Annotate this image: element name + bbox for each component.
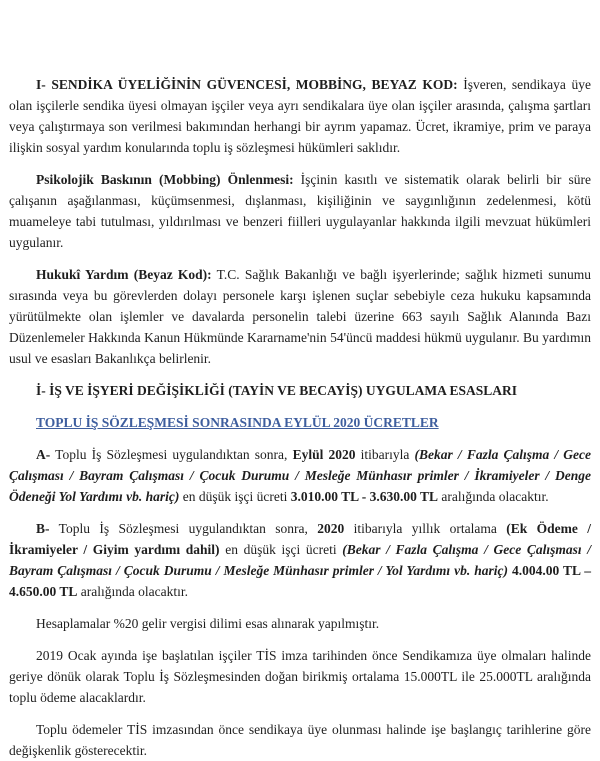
paragraph-a-wages — [9, 444, 591, 507]
paragraph-beyaz-kod — [9, 264, 591, 369]
paragraph-collective-payments: Toplu ödemeler TİS imzasından önce sendikaya üye olunması halinde işe başlangıç tarihlerine göre değişkenlik gösterecektir. — [9, 722, 591, 758]
paragraph-union-membership-body: İşveren, sendikaya üye olan işçilerle sendika üyesi olmayan işçiler veya ayrı sendikalara üye olan işçiler arasında, çalışma şartları veya çalıştırmaya son verilmesi bakımından herhangi bir ayrım yapamaz. Ücret, ikramiye, prim ve paraya ilişkin sosyal yardım konularında toplu iş sözleşmesi hükümleri saklıdır. — [9, 77, 591, 155]
paragraph-union-membership — [9, 74, 591, 158]
paragraph-b-text-5: aralığında olacaktır. — [77, 584, 188, 599]
paragraph-a-exclusions: (Bekar / Fazla Çalışma / Gece Çalışması / Bayram Çalışması / Çocuk Durumu / Mesleğe Münhasır primler / İkramiyeler / Denge Ödeneği Yol Yardımı vb. hariç) — [9, 447, 592, 504]
eylul-2020-ucretler-link[interactable]: TOPLU İŞ SÖZLEŞMESİ SONRASINDA EYLÜL 2020 ÜCRETLER — [36, 415, 439, 430]
paragraph-mobbing-body: İşçinin kasıtlı ve sistematik olarak belirli bir süre çalışanın aşağılanması, küçümsenmesi, dışlanması, kişiliğinin ve saygınlığının zedelenmesi, kötü muameleye tabi tutulması, yıldırılması ve benzeri fiilleri uygulayanlar hakkında ilgili mevzuat hükümleri uygulanır. — [9, 172, 591, 250]
paragraph-b-text-3: en düşük işçi ücreti — [219, 542, 343, 557]
paragraph-2019-backpay: 2019 Ocak ayında işe başlatılan işçiler TİS imza tarihinden önce Sendikamıza üye olmaları halinde geriye dönük olarak Toplu İş Sözleşmesinden doğan birikmiş ortalama 15.000TL ile 25.000TL aralığında toplu ödeme alacaklardır. — [9, 648, 591, 705]
paragraph-b-inclusions: (Ek Ödeme / İkramiyeler / Giyim yardımı dahil) — [9, 521, 592, 557]
paragraph-b-label: B- — [36, 521, 50, 536]
paragraph-mobbing-lead: Psikolojik Baskının (Mobbing) Önlenmesi: — [36, 172, 294, 187]
paragraph-a-label: A- — [36, 447, 51, 462]
paragraph-a-date: Eylül 2020 — [292, 447, 356, 462]
paragraph-a-text-2: itibarıyla — [355, 447, 415, 462]
paragraph-b-wages — [9, 518, 591, 602]
paragraph-b-text-2: itibarıyla yıllık ortalama — [344, 521, 507, 536]
paragraph-a-text-1: Toplu İş Sözleşmesi uygulandıktan sonra, — [50, 447, 293, 462]
paragraph-tax-note: Hesaplamalar %20 gelir vergisi dilimi esas alınarak yapılmıştır. — [36, 616, 380, 631]
paragraph-beyaz-kod-body: T.C. Sağlık Bakanlığı ve bağlı işyerlerinde; sağlık hizmeti sunumu sırasında veya bu görevlerden dolayı personele karşı işlenen suçlar sebebiyle ceza hukuku kapsamında yürütülmekte olan işlemler ve davalarda personelin talebi üzerine 663 sayılı Sağlık Alanında Bazı Düzenlemeler Hakkında Kanun Hükmünde Kararname'nin 54'üncü maddesi hükmü uygulanır. Bu yardımın usul ve esasları Bakanlıkça belirlenir. — [9, 267, 591, 366]
paragraph-b-date: 2020 — [317, 521, 345, 536]
heading-eylul-2020-ucretler — [9, 412, 591, 433]
paragraph-a-wage-range: 3.010.00 TL - 3.630.00 TL — [290, 489, 439, 504]
paragraph-b-wage-range: 4.004.00 TL – 4.650.00 TL — [9, 563, 591, 599]
heading-tayin-becayis: İ- İŞ VE İŞYERİ DEĞİŞİKLİĞİ (TAYİN VE BECAYİŞ) UYGULAMA ESASLARI — [36, 383, 518, 398]
paragraph-mobbing — [9, 169, 591, 253]
paragraph-a-text-4: aralığında olacaktır. — [438, 489, 549, 504]
paragraph-union-membership-lead: I- SENDİKA ÜYELİĞİNİN GÜVENCESİ, MOBBİNG, BEYAZ KOD: — [36, 77, 458, 92]
paragraph-b-exclusions: (Bekar / Fazla Çalışma / Gece Çalışması / Bayram Çalışması / Çocuk Durumu / Mesleğe Münhasır primler / Yol Yardımı vb. hariç) — [9, 542, 591, 578]
paragraph-a-text-3: en düşük işçi ücreti — [179, 489, 291, 504]
paragraph-b-text-1: Toplu İş Sözleşmesi uygulandıktan sonra, — [49, 521, 318, 536]
paragraph-beyaz-kod-lead: Hukukî Yardım (Beyaz Kod): — [36, 267, 212, 282]
